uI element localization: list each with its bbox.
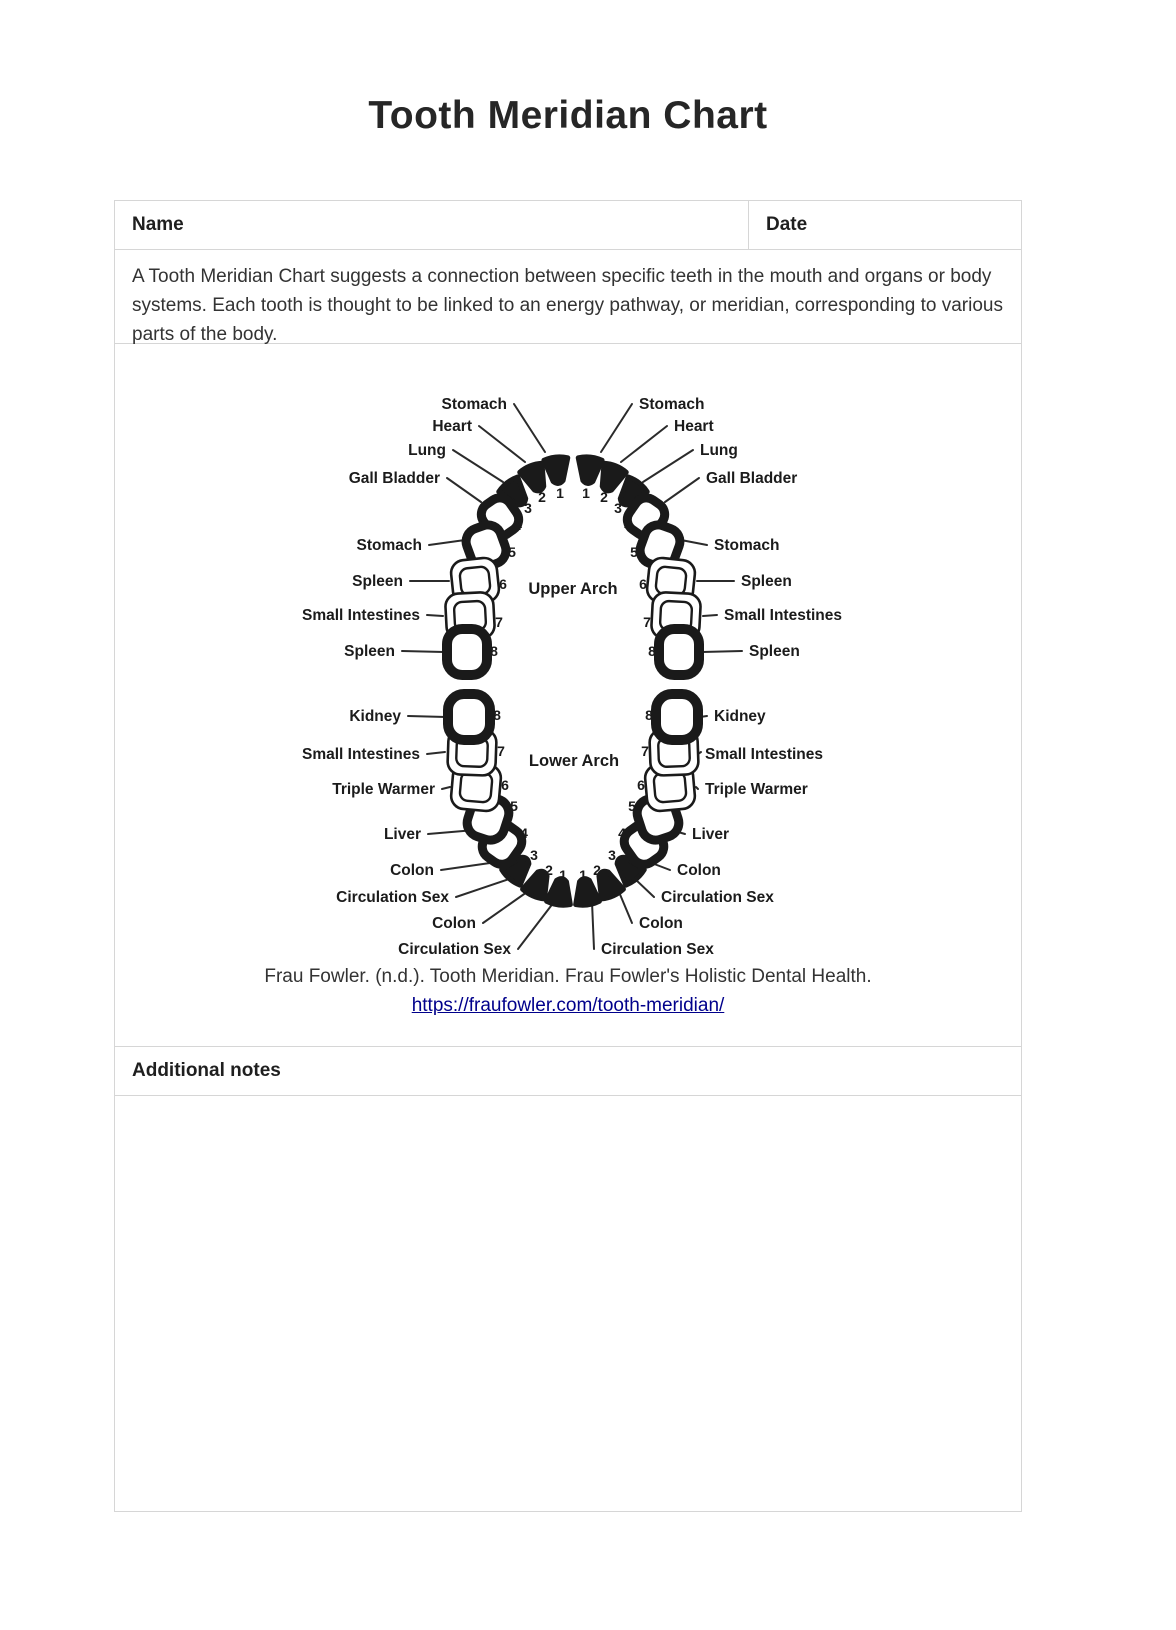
leader-line-lr-2 [696,787,698,789]
organ-label-ll-5: Circulation Sex [336,889,449,906]
tooth-number-lr-8: 8 [645,707,653,723]
tooth-number-lr-2: 2 [593,862,601,878]
organ-label-ur-0: Stomach [639,396,705,413]
form-table [114,200,1022,1512]
citation-text: Frau Fowler. (n.d.). Tooth Meridian. Frau Fowler's Holistic Dental Health. [264,966,872,987]
leader-line-ur-2 [643,450,693,482]
organ-label-ul-0: Stomach [441,396,507,413]
tooth-ll-8 [448,694,490,740]
tooth-number-ll-8: 8 [493,707,501,723]
notes-label: Additional notes [132,1060,281,1081]
tooth-number-ll-3: 3 [530,847,538,863]
organ-label-ur-5: Spleen [741,573,792,590]
tooth-number-ur-1: 1 [582,485,590,501]
tooth-number-ul-2: 2 [538,489,546,505]
organ-label-ur-1: Heart [674,418,714,435]
organ-label-lr-2: Triple Warmer [705,781,808,798]
tooth-number-ul-3: 3 [524,500,532,516]
leader-line-ll-0 [408,716,446,717]
tooth-number-lr-1: 1 [579,867,587,883]
organ-label-ul-3: Gall Bladder [348,470,440,487]
leader-line-ll-2 [442,787,450,789]
organ-label-ul-6: Small Intestines [301,607,420,624]
organ-label-lr-3: Liver [692,826,730,843]
organ-label-ll-0: Kidney [349,708,401,725]
organ-label-lr-5: Circulation Sex [661,889,774,906]
tooth-number-ul-5: 5 [508,544,516,560]
leader-line-ll-6 [483,892,527,923]
tooth-number-ur-3: 3 [614,500,622,516]
leader-line-ul-7 [402,651,444,652]
tooth-number-ll-4: 4 [520,825,528,841]
page-title: Tooth Meridian Chart [368,94,768,137]
tooth-number-ur-5: 5 [630,544,638,560]
tooth-number-ur-6: 6 [639,576,647,592]
organ-label-ul-4: Stomach [356,537,422,554]
notes-area[interactable] [115,1096,1021,1510]
tooth-number-ul-6: 6 [499,576,507,592]
description-row [115,250,1021,344]
tooth-number-ll-5: 5 [510,798,518,814]
organ-label-lr-6: Colon [639,915,683,932]
organ-label-ur-3: Gall Bladder [706,470,798,487]
leader-line-ur-3 [665,478,699,502]
tooth-number-lr-7: 7 [641,743,649,759]
tooth-number-ur-2: 2 [600,489,608,505]
organ-label-lr-0: Kidney [714,708,766,725]
organ-label-ul-7: Spleen [344,643,395,660]
organ-label-lr-7: Circulation Sex [601,941,714,958]
leader-line-ur-7 [702,651,742,652]
organ-label-ur-7: Spleen [749,643,800,660]
tooth-number-lr-4: 4 [618,825,626,841]
organ-label-ll-1: Small Intestines [301,746,420,763]
name-field[interactable] [115,201,749,249]
leader-line-lr-6 [619,892,632,923]
tooth-number-ul-7: 7 [495,614,503,630]
tooth-number-ur-8: 8 [648,643,656,659]
leader-line-ll-1 [427,752,445,754]
organ-label-ul-1: Heart [432,418,472,435]
tooth-ur-8 [659,629,699,675]
organ-label-ur-4: Stomach [714,537,780,554]
tooth-number-ul-8: 8 [490,643,498,659]
tooth-ur-1 [576,456,603,485]
organ-label-ll-7: Circulation Sex [398,941,511,958]
upper-arch-label: Upper Arch [528,580,618,598]
name-label: Name [132,214,184,235]
citation-link[interactable]: https://fraufowler.com/tooth-meridian/ [411,995,725,1016]
organ-label-ll-3: Liver [383,826,421,843]
diagram-row [115,344,1021,1047]
leader-line-ul-2 [453,450,503,482]
leader-line-ll-5 [456,878,512,897]
leader-line-ur-0 [601,404,632,452]
notes-header-row [115,1047,1021,1096]
leader-line-ul-0 [514,404,545,452]
date-label: Date [766,214,808,235]
citation [115,962,1021,1020]
organ-label-ur-6: Small Intestines [724,607,843,624]
date-field[interactable] [749,201,1021,249]
description-text: A Tooth Meridian Chart suggests a connection between specific teeth in the mouth and organs or body systems. Each tooth is thought to be linked to an energy pathway, or meridian, corresponding to various parts of the body. [132,266,1003,345]
leader-line-ul-3 [447,478,481,502]
leader-line-ur-1 [621,426,667,462]
tooth-number-ul-4: 4 [514,517,522,533]
tooth-number-ll-7: 7 [497,743,505,759]
tooth-number-ur-4: 4 [624,517,632,533]
leader-line-lr-7 [592,902,594,949]
leader-line-ur-6 [703,615,717,616]
organ-label-ll-6: Colon [432,915,476,932]
tooth-number-lr-6: 6 [637,777,645,793]
organ-label-lr-1: Small Intestines [705,746,824,763]
organ-label-ll-2: Triple Warmer [332,781,435,798]
tooth-meridian-diagram [209,390,929,962]
name-date-row [115,201,1021,250]
leader-line-ll-7 [518,902,554,949]
tooth-number-ll-2: 2 [545,862,553,878]
organ-label-ll-4: Colon [390,862,434,879]
organ-label-ur-2: Lung [700,442,738,459]
tooth-ul-8 [447,629,487,675]
leader-line-ur-4 [681,540,707,545]
lower-arch-label: Lower Arch [528,752,620,770]
tooth-number-lr-3: 3 [608,847,616,863]
leader-line-ul-4 [429,540,465,545]
leader-line-ul-6 [427,615,443,616]
leader-line-ul-1 [479,426,525,462]
tooth-number-ll-6: 6 [501,777,509,793]
organ-label-lr-4: Colon [677,862,721,879]
tooth-number-ul-1: 1 [556,485,564,501]
organ-label-ul-5: Spleen [352,573,403,590]
tooth-ul-1 [544,456,571,485]
tooth-lr-8 [656,694,698,740]
tooth-number-ll-1: 1 [559,867,567,883]
organ-label-ul-2: Lung [408,442,446,459]
tooth-number-ur-7: 7 [643,614,651,630]
tooth-number-lr-5: 5 [628,798,636,814]
